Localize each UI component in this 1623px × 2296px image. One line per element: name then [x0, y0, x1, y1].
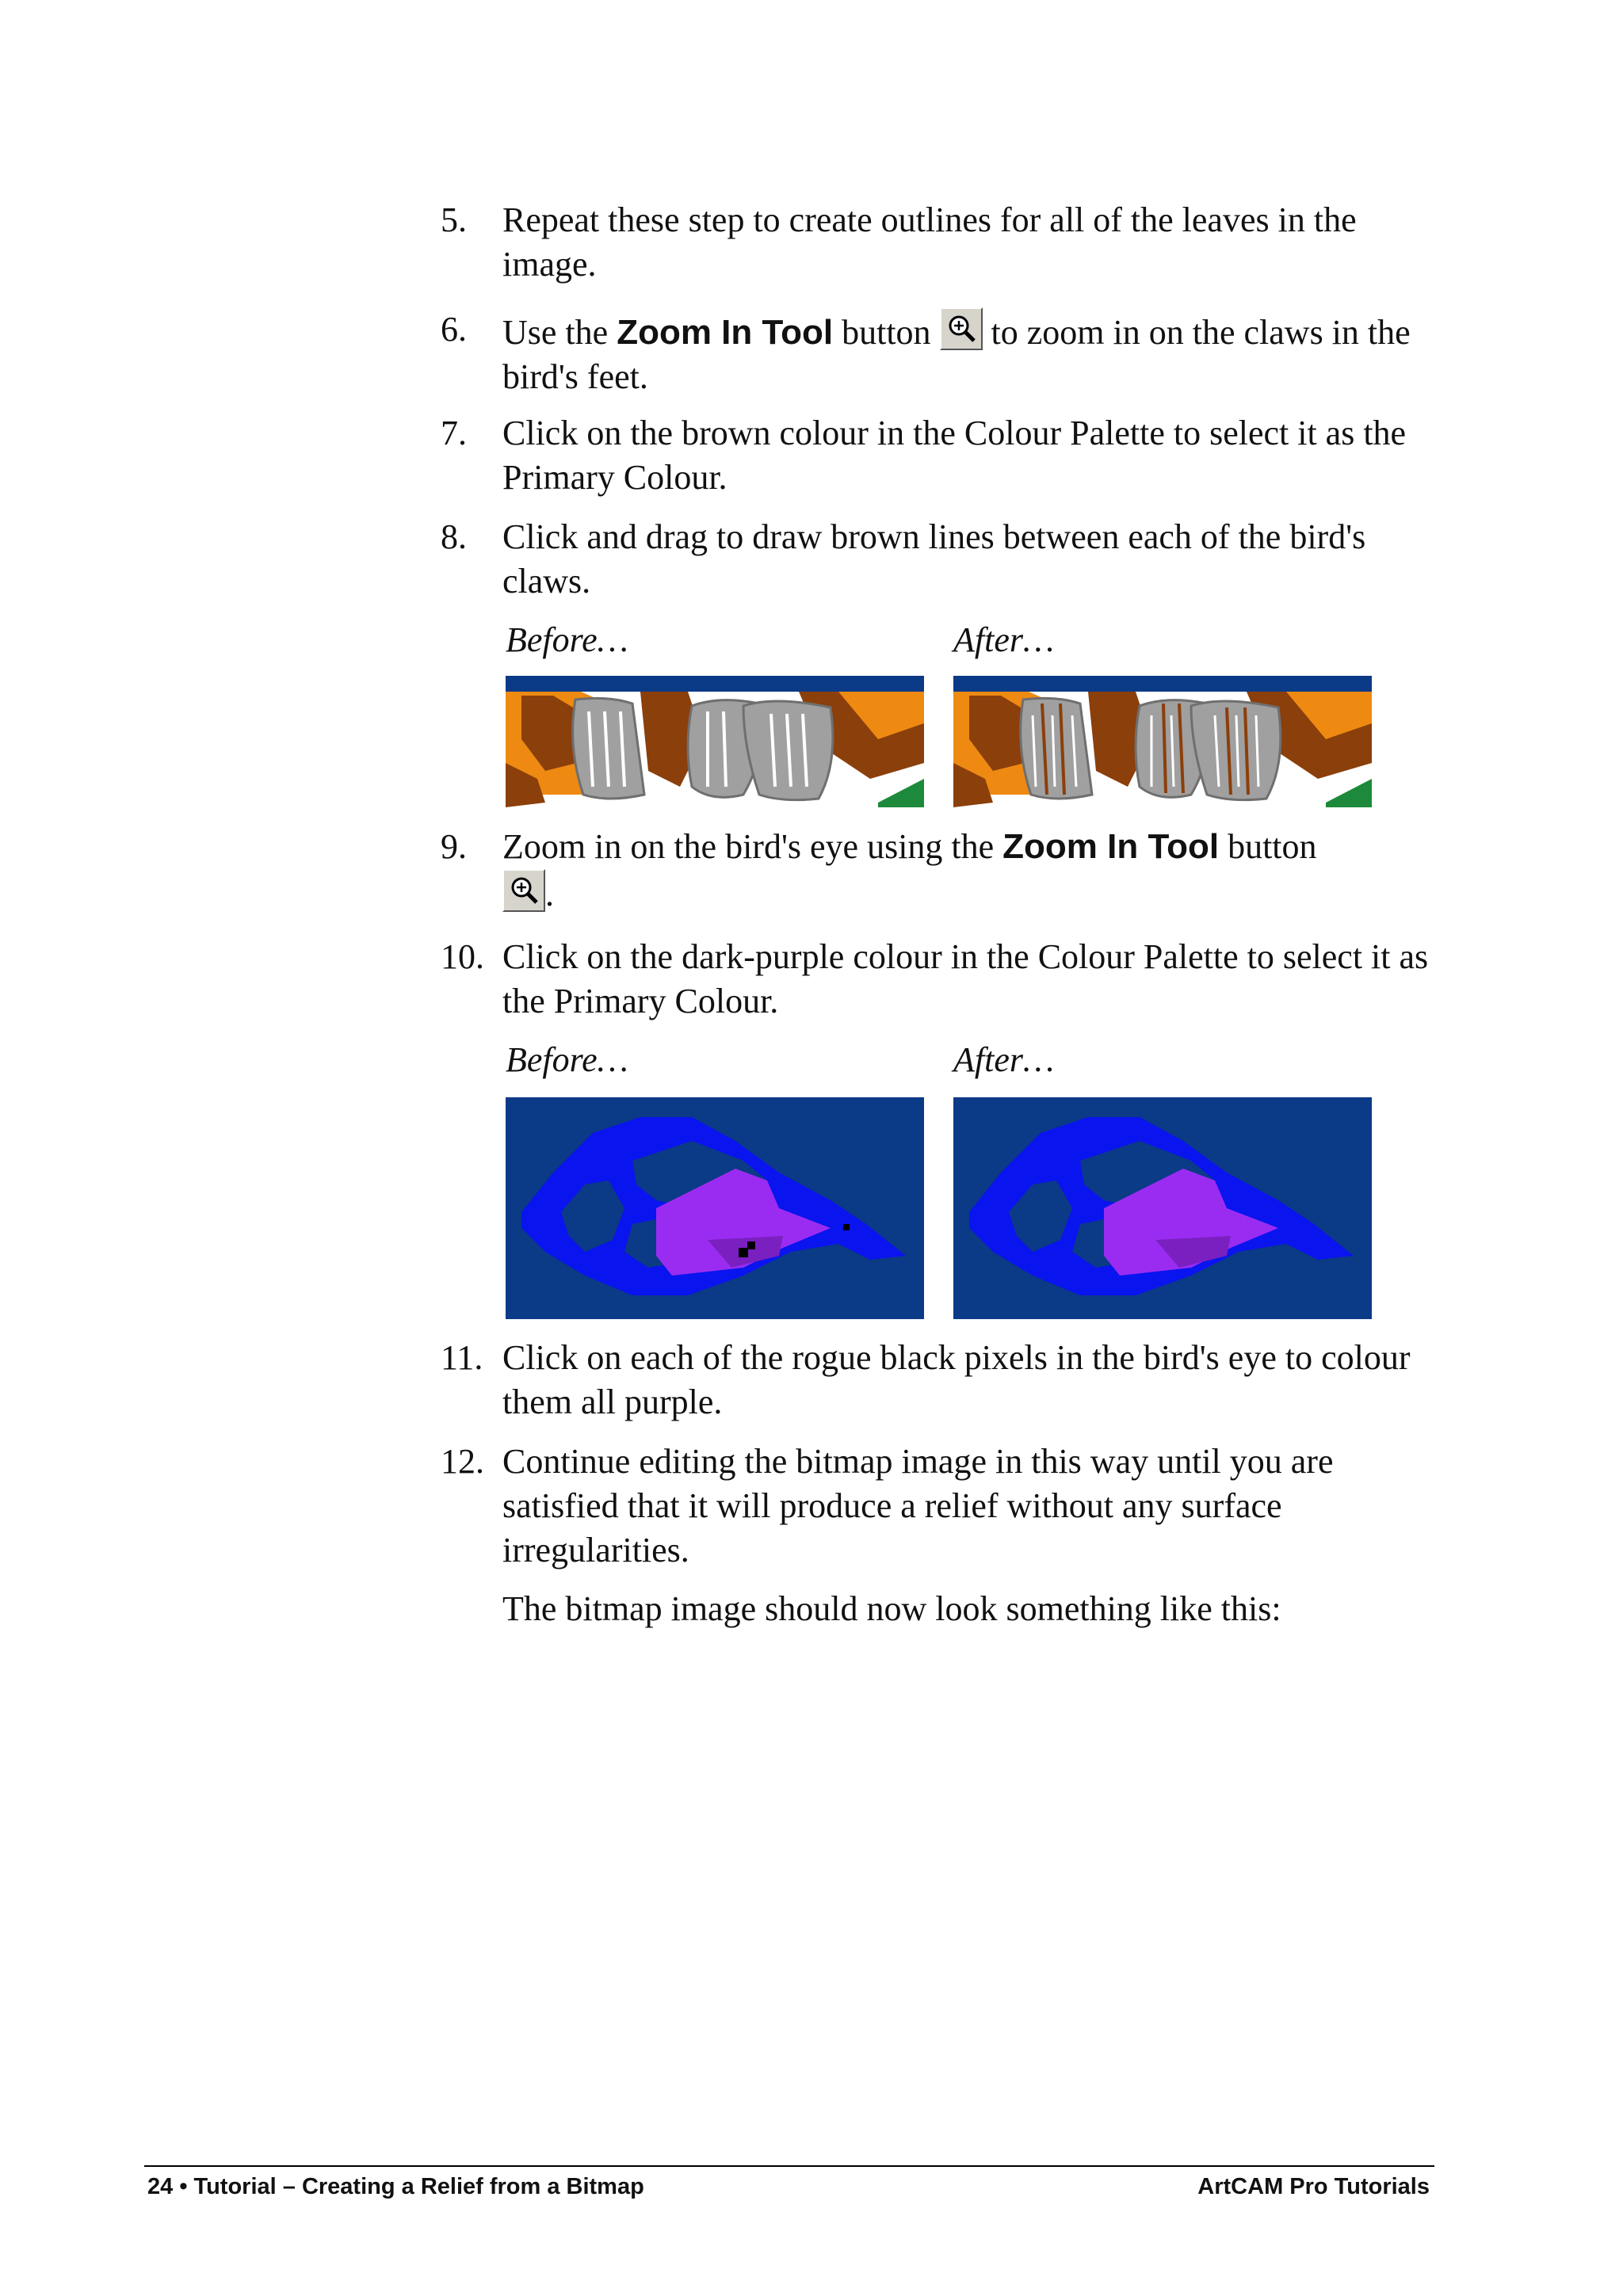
step-text: Click and drag to draw brown lines between each of the bird's claws. — [502, 517, 1366, 601]
step-12 — [441, 1440, 1439, 1573]
step-7 — [441, 411, 1439, 500]
caption-after-claws: After… — [953, 620, 1055, 659]
step-number: 11. — [441, 1338, 483, 1377]
claws-before-image — [506, 676, 924, 807]
step-text: Click on each of the rogue black pixels in the bird's eye to colour them all purple. — [502, 1338, 1411, 1421]
step-text: Repeat these step to create outlines for all of the leaves in the image. — [502, 200, 1357, 284]
caption-before-claws: Before… — [506, 620, 628, 659]
step-number: 10. — [441, 937, 484, 976]
zoom-in-tool-label: Zoom In Tool — [1002, 827, 1220, 866]
step-11 — [441, 1336, 1439, 1425]
step-text: Click on the dark-purple colour in the Colour Palette to select it as the Primary Colour. — [502, 937, 1429, 1020]
footer-right: ArtCAM Pro Tutorials — [1197, 2174, 1430, 2199]
step-text: Continue editing the bitmap image in this way until you are satisfied that it will produce a relief without any surface irregularities. — [502, 1442, 1334, 1569]
step-6 — [441, 307, 1439, 399]
step-text: Zoom in on the bird's eye using the Zoom In Tool button . — [502, 827, 1317, 913]
caption-after-eye: After… — [953, 1040, 1055, 1079]
step-number: 5. — [441, 200, 467, 239]
followup-text: The bitmap image should now look something like this: — [502, 1589, 1281, 1628]
step-8 — [441, 515, 1439, 604]
step-number: 12. — [441, 1442, 484, 1481]
footer-rule — [144, 2165, 1434, 2167]
claws-after-image — [953, 676, 1372, 807]
step-text: Click on the brown colour in the Colour Palette to select it as the Primary Colour. — [502, 414, 1407, 497]
eye-after-image — [953, 1097, 1372, 1319]
eye-before-image — [506, 1097, 924, 1319]
step-number: 6. — [441, 310, 467, 349]
footer-left: 24 • Tutorial – Creating a Relief from a Bitmap — [147, 2174, 644, 2199]
zoom-in-icon[interactable] — [940, 307, 983, 350]
step-9 — [441, 825, 1439, 917]
step-5 — [441, 198, 1439, 287]
step-number: 8. — [441, 517, 467, 556]
step-text: Use the Zoom In Tool button to zoom in on the claws in the bird's feet. — [502, 307, 1439, 399]
zoom-in-tool-label: Zoom In Tool — [617, 313, 834, 352]
step-number: 7. — [441, 414, 467, 452]
zoom-in-icon[interactable] — [502, 869, 545, 912]
step-number: 9. — [441, 827, 467, 866]
step-10 — [441, 935, 1439, 1024]
caption-before-eye: Before… — [506, 1040, 628, 1079]
followup-paragraph — [441, 1587, 1439, 1631]
